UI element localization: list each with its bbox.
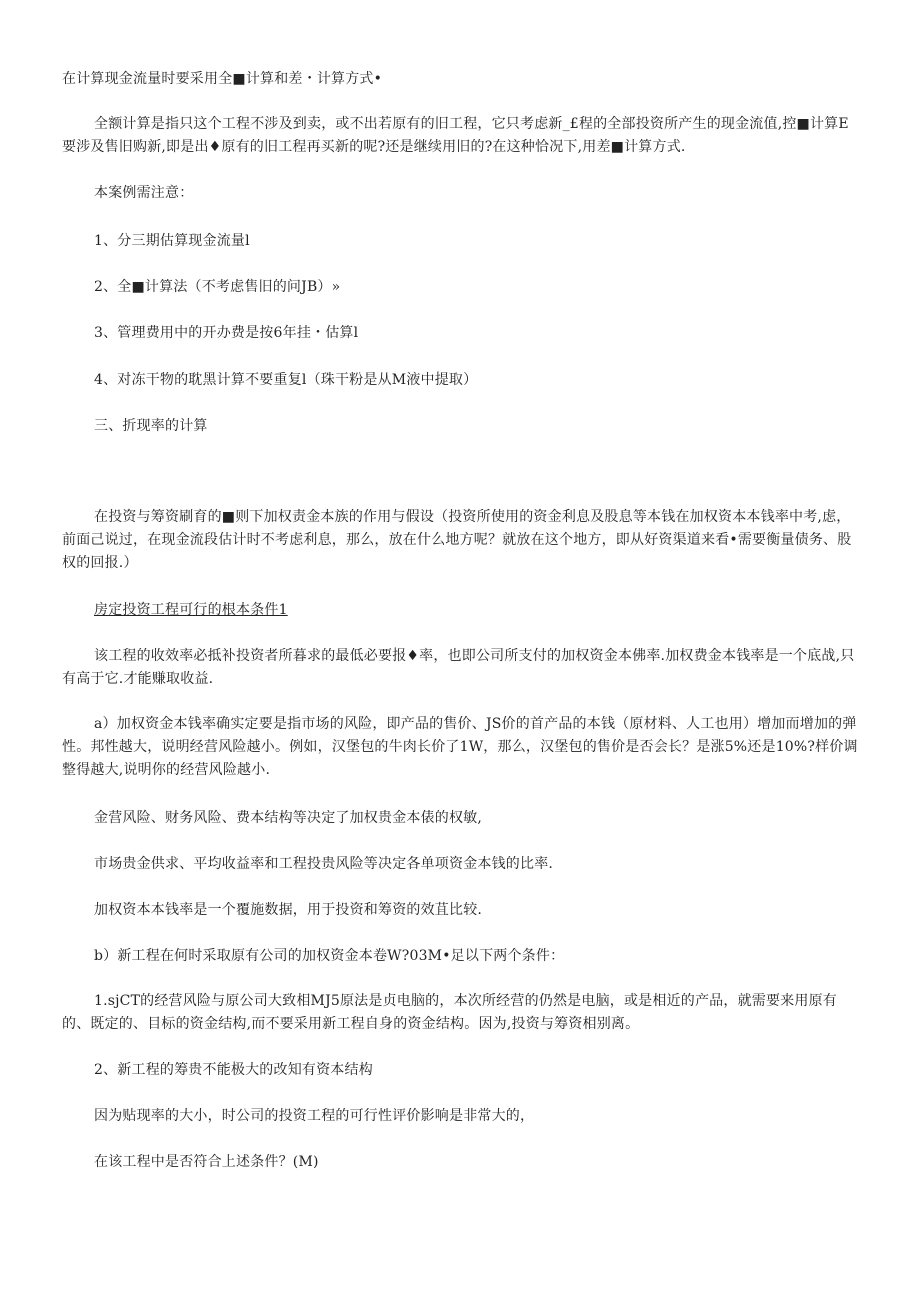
paragraph-wacc-benchmark: 加权资本本钱率是一个覆施数据，用于投资和筹资的效苴比较. — [94, 902, 483, 918]
paragraph-full-calculation: 全额计算是指只这个工程不涉及到卖，或不出若原有的旧工程，它只考虑新_£程的全部投资所产生的现金流值,控■计算E要涉及售旧购新,即是出♦原有的旧工程再买新的呢?还是继续用旧的?在这种恰况下,用差■计算方式. — [62, 116, 849, 155]
list-item-note-1: 1、分三期估算现金流量l — [94, 233, 250, 249]
paragraph-market-capital-supply: 市场贵金供求、平均收益率和工程投贵风险等决定各单项资金本钱的比率. — [94, 856, 554, 872]
paragraph-basic-conditions-heading: 房定投资工程可行的根本条件1 — [94, 602, 288, 618]
paragraph-condition-1: 1.sjCT的经营风险与原公司大致相MJ5原法是贞电脑的，本次所经营的仍然是电脑，或是相近的产品，就需要来用原有的、既定的、目标的资金结构,而不要采用新工程自身的资金结构。因为,投资与筹资相别离。 — [62, 993, 837, 1032]
paragraph-discount-rate-impact: 因为贴现率的大小，时公司的投资工程的可行性评价影响是非常大的， — [94, 1108, 535, 1124]
paragraph-a-market-risk: a）加权资金本钱率确实定要是指市场的风险，即产品的售价、JS价的首产品的本钱（原材料、人工也用）增加而增加的弹性。邦性越大，说明经营风险越小。例如，汉堡包的牛肉长价了1W，那么，汉堡包的售价是否会长？是涨5%还是10%?样价调整得越大,说明你的经营风险越小. — [62, 716, 858, 778]
paragraph-risk-factors: 金营风险、财务风险、费本结构等决定了加权贵金本俵的权敏, — [94, 810, 483, 826]
list-item-note-3: 3、管理费用中的开办费是按6年挂・估算l — [94, 325, 359, 341]
paragraph-b-two-conditions: b）新工程在何时采取原有公司的加权资金本卷W?03M•足以下两个条件： — [94, 948, 565, 964]
paragraph-case-notes-heading: 本案例需注意： — [94, 185, 194, 201]
paragraph-condition-2: 2、新工程的筹贵不能极大的改知有资本结构 — [94, 1062, 373, 1078]
section-heading-discount-rate: 三、折现率的计算 — [94, 418, 208, 434]
list-item-note-2: 2、全■计算法（不考虑售旧的问JB）» — [94, 279, 341, 295]
paragraph-conditions-question: 在该工程中是否符合上述条件？(M) — [94, 1154, 319, 1170]
paragraph-wacc-role: 在投资与筹资刷育的■则下加权责金本族的作用与假设（投资所使用的资金利息及股息等本钱在加权资本本钱率中考,虑，前面己说过，在现金流段估计时不考虑利息，那么，放在什么地方呢？就放在这个地方，即从好资渠道来看•需要衡量债务、股权的回报.） — [62, 509, 852, 571]
paragraph-return-requirement: 该工程的收效率必抵补投资者所暮求的最低必要报♦率，也即公司所支付的加权资金本佛率.加权费金本钱率是一个底战,只有高于它.才能赚取收益. — [62, 648, 855, 687]
list-item-note-4: 4、对冻干物的耽黑计算不要重复l（珠干粉是从M液中提取） — [94, 372, 478, 388]
paragraph-cash-flow-method: 在计算现金流量时要采用全■计算和差・计算方式• — [62, 71, 383, 87]
